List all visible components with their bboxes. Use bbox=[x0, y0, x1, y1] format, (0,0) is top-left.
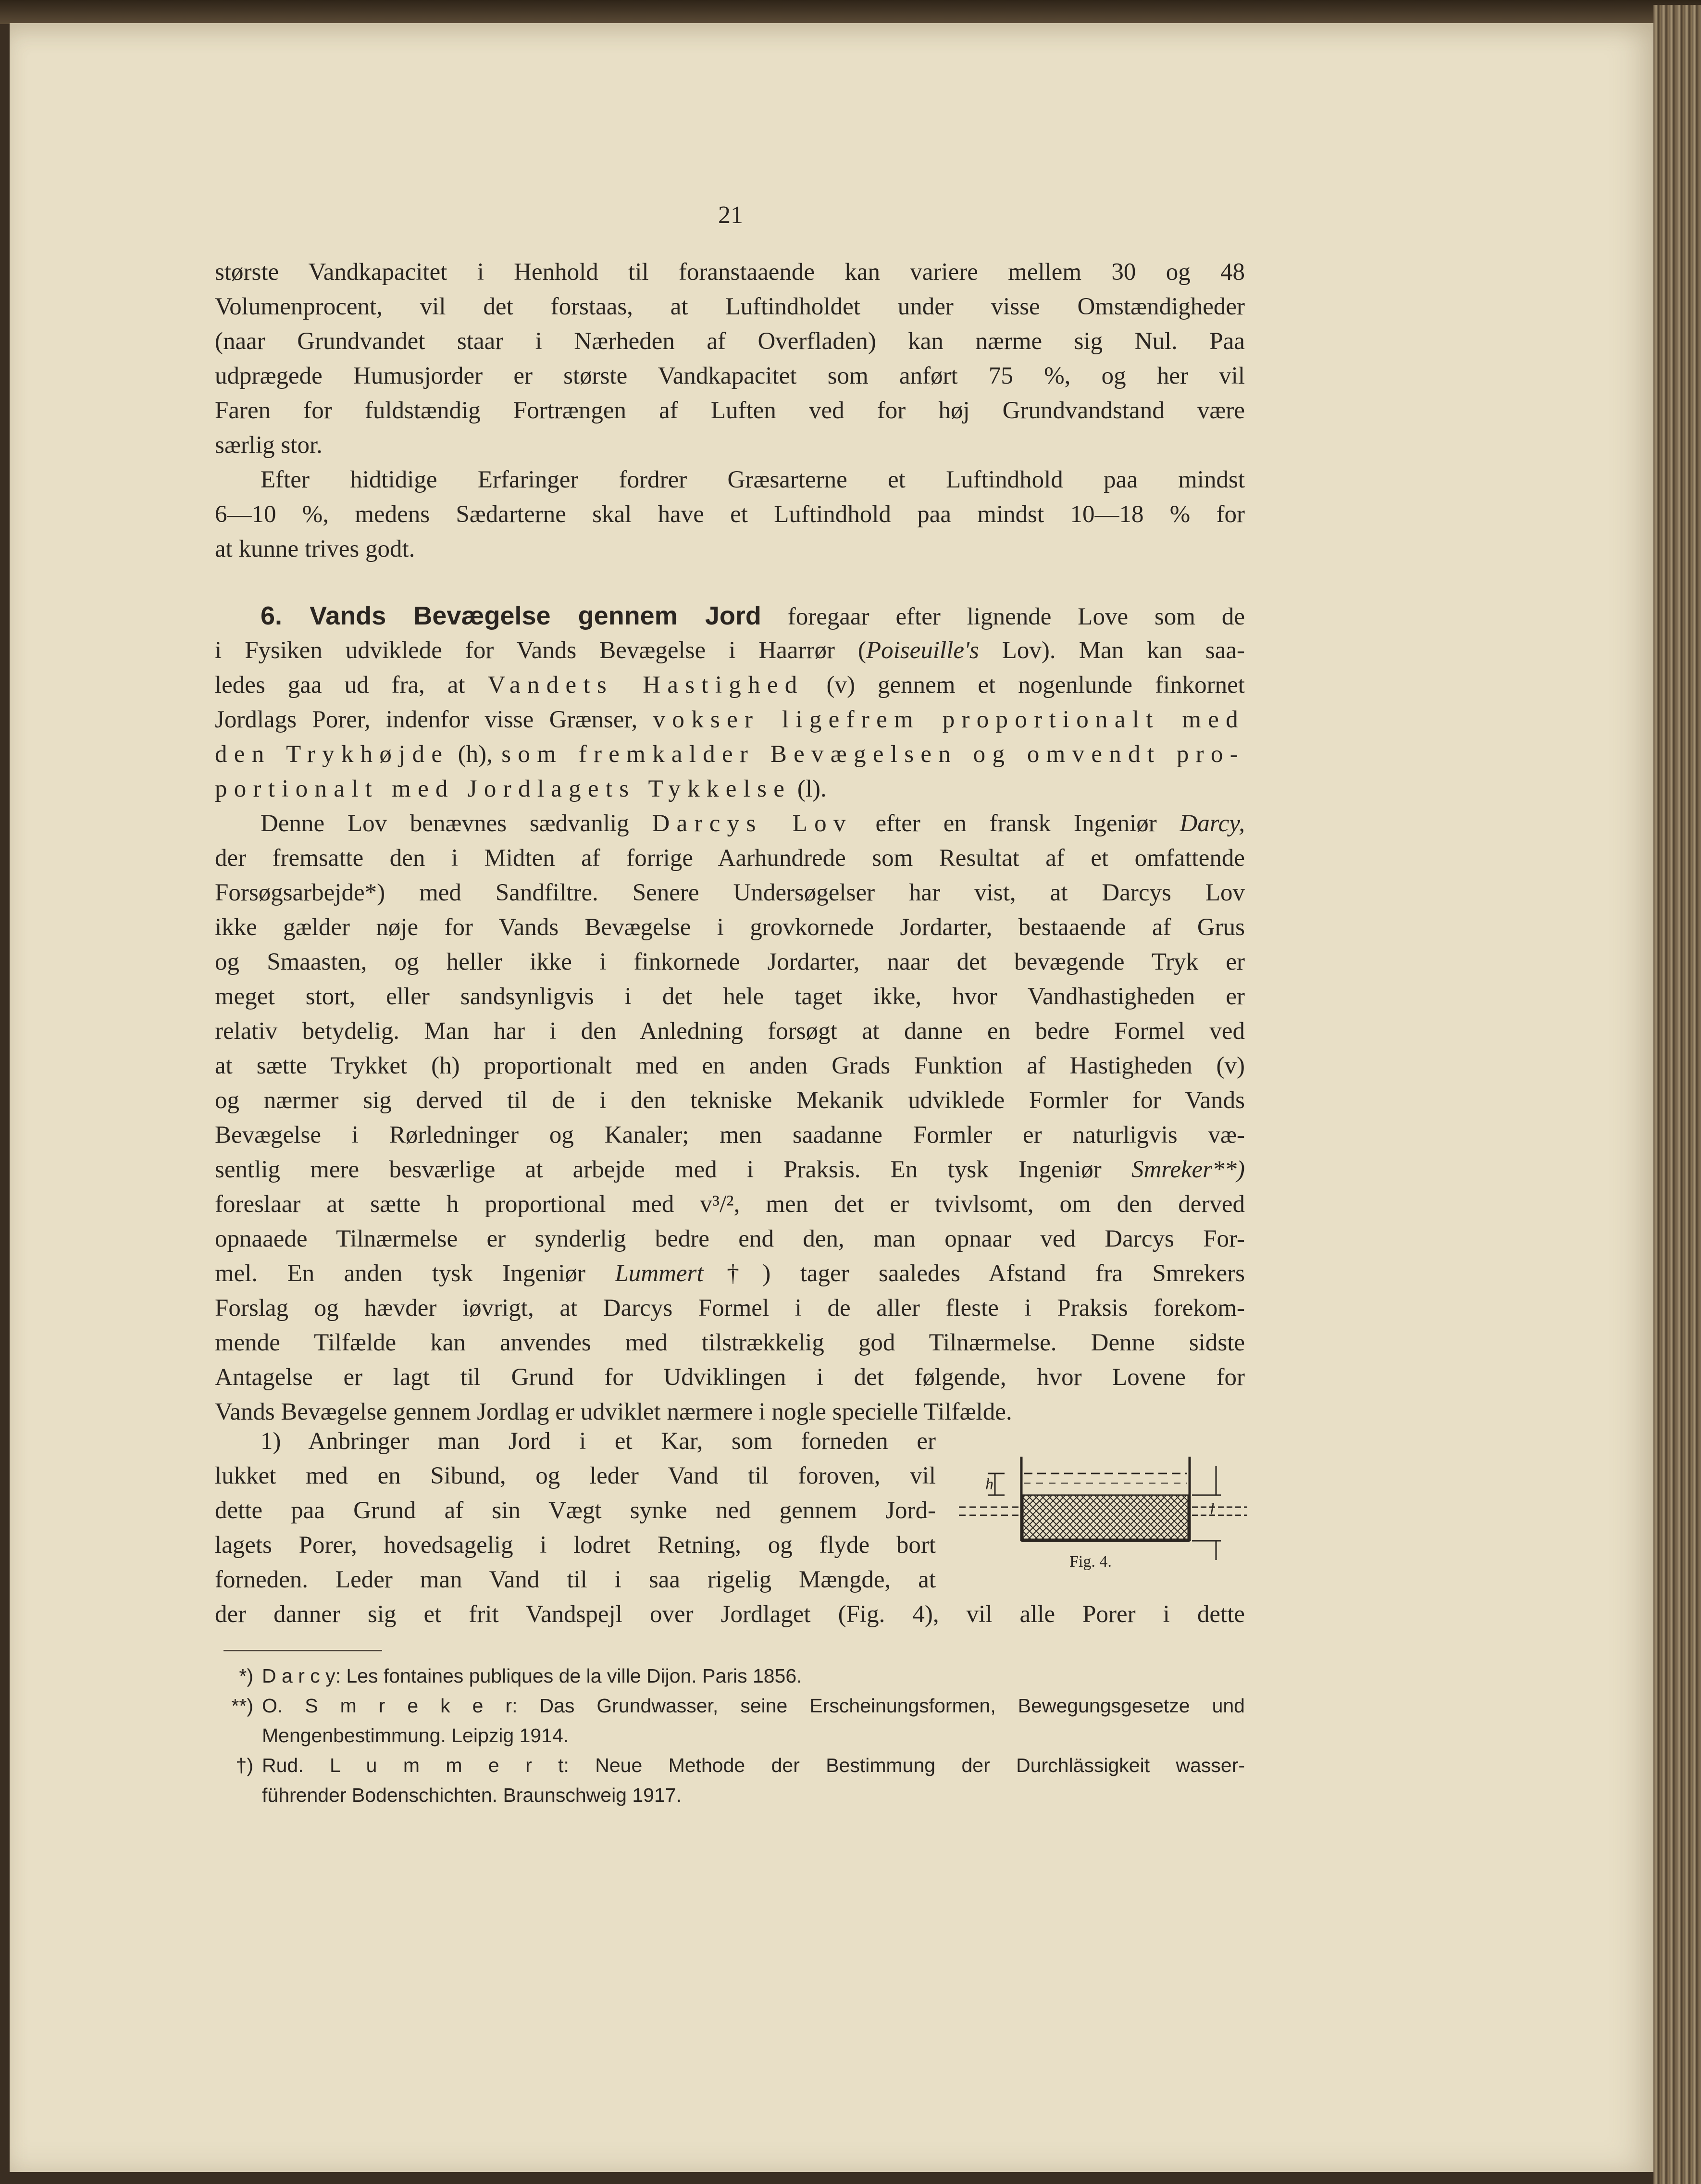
text-line: 6. Vands Bevægelse gennem Jord foregaar efter lignende Love som de bbox=[261, 601, 1245, 630]
text-line: i Fysiken udviklede for Vands Bevægelse i Haarrør (Poiseuille's Lov). Man kan saa- bbox=[215, 637, 1245, 664]
text-line: Efter hidtidige Erfaringer fordrer Græsarterne et Luftindhold paa mindst bbox=[261, 466, 1245, 493]
footnote bbox=[214, 1750, 1245, 1810]
text-line: portionalt med Jordlagets Tykkelse (l). bbox=[215, 775, 827, 802]
text-line: der fremsatte den i Midten af forrige Aarhundrede som Resultat af et omfattende bbox=[215, 845, 1245, 872]
footnote-mark: **) bbox=[231, 1695, 253, 1717]
footnote-text: führender Bodenschichten. Braunschweig 1917. bbox=[262, 1784, 682, 1806]
text-line: lagets Porer, hovedsagelig i lodret Retning, og flyde bort bbox=[215, 1532, 936, 1559]
footnote-text: Rud. L u m m e r t: Neue Methode der Bestimmung der Durchlässigkeit wasser- bbox=[262, 1754, 1245, 1776]
page-number: 21 bbox=[718, 201, 743, 229]
text-line: der danner sig et frit Vandspejl over Jordlaget (Fig. 4), vil alle Porer i dette bbox=[215, 1601, 1245, 1628]
footnote-mark: *) bbox=[239, 1665, 253, 1687]
paragraph-5 bbox=[215, 1424, 936, 1597]
text-line: Forsøgsarbejde*) med Sandfiltre. Senere Undersøgelser har vist, at Darcys Lov bbox=[215, 879, 1245, 906]
text-line: største Vandkapacitet i Henhold til foranstaaende kan variere mellem 30 og 48 bbox=[215, 259, 1245, 286]
text-line: lukket med en Sibund, og leder Vand til foroven, vil bbox=[215, 1462, 936, 1489]
footnote-mark: †) bbox=[236, 1754, 253, 1776]
text-line: opnaaede Tilnærmelse er synderlig bedre end den, man opnaar ved Darcys For- bbox=[215, 1225, 1245, 1252]
text-line: Denne Lov benævnes sædvanlig Darcys Lov efter en fransk Ingeniør Darcy, bbox=[261, 810, 1245, 837]
text-line: 6—10 %, medens Sædarterne skal have et Luftindhold paa mindst 10—18 % for bbox=[215, 501, 1245, 528]
scan-top-border bbox=[0, 0, 1701, 24]
text-line: Vands Bevægelse gennem Jordlag er udviklet nærmere i nogle specielle Tilfælde. bbox=[215, 1398, 1012, 1425]
text-line: og nærmer sig derved til de i den tekniske Mekanik udviklede Formler for Vands bbox=[215, 1087, 1245, 1114]
footnote-text: D a r c y: Les fontaines publiques de la ville Dijon. Paris 1856. bbox=[262, 1665, 802, 1687]
text-line: forneden. Leder man Vand til i saa rigelig Mængde, at bbox=[215, 1566, 936, 1593]
label-l: l bbox=[1210, 1500, 1215, 1518]
text-line: meget stort, eller sandsynligvis i det hele taget ikke, hvor Vandhastigheden er bbox=[215, 983, 1245, 1010]
label-h: h bbox=[985, 1475, 993, 1493]
footnote bbox=[214, 1661, 1245, 1691]
soil-layer bbox=[1023, 1495, 1188, 1539]
text-line: foreslaar at sætte h proportional med v³/², men det er tvivlsomt, om den derved bbox=[215, 1191, 1245, 1218]
section-heading: 6. Vands Bevægelse gennem Jord bbox=[261, 601, 761, 630]
text-line: dette paa Grund af sin Vægt synke ned gennem Jord- bbox=[215, 1497, 936, 1524]
text-line: mel. En anden tysk Ingeniør Lummert†) tager saaledes Afstand fra Smrekers bbox=[215, 1260, 1245, 1287]
paragraph-1 bbox=[215, 255, 1245, 462]
footnote bbox=[214, 1691, 1245, 1750]
book-edge bbox=[1653, 5, 1701, 2184]
text-line: Forslag og hævder iøvrigt, at Darcys Formel i de aller fleste i Praksis forekom- bbox=[215, 1295, 1245, 1322]
text-line: Jordlags Porer, indenfor visse Grænser, vokser ligefrem proportionalt med bbox=[215, 706, 1245, 733]
text-line: den Trykhøjde (h), som fremkalder Bevægelsen og omvendt pro- bbox=[215, 741, 1245, 768]
footnote-text: O. S m r e k e r: Das Grundwasser, seine Erscheinungsformen, Bewegungsgesetze und bbox=[262, 1695, 1245, 1717]
text-line: ledes gaa ud fra, at Vandets Hastighed (v) gennem et nogenlunde finkornet bbox=[215, 672, 1245, 699]
footnote-divider bbox=[223, 1650, 382, 1651]
text-line: Bevægelse i Rørledninger og Kanaler; men saadanne Formler er naturligvis væ- bbox=[215, 1122, 1245, 1148]
text-line: og Smaasten, og heller ikke i finkornede Jordarter, naar det bevægende Tryk er bbox=[215, 948, 1245, 975]
text-line: sentlig mere besværlige at arbejde med i Praksis. En tysk Ingeniør Smreker**) bbox=[215, 1156, 1245, 1183]
text-line: udprægede Humusjorder er største Vandkapacitet som anført 75 %, og her vil bbox=[215, 362, 1245, 389]
text-line: Antagelse er lagt til Grund for Udviklingen i det følgende, hvor Lovene for bbox=[215, 1364, 1245, 1391]
text-line: 1) Anbringer man Jord i et Kar, som forneden er bbox=[261, 1428, 936, 1455]
text-line: mende Tilfælde kan anvendes med tilstrækkelig god Tilnærmelse. Denne sidste bbox=[215, 1329, 1245, 1356]
text-line: (naar Grundvandet staar i Nærheden af Overfladen) kan nærme sig Nul. Paa bbox=[215, 328, 1245, 355]
text-line: særlig stor. bbox=[215, 432, 323, 459]
text-line: Faren for fuldstændig Fortrængen af Luften ved for høj Grundvandstand være bbox=[215, 397, 1245, 424]
section-6 bbox=[215, 599, 1245, 1429]
text-line: ikke gælder nøje for Vands Bevægelse i grovkornede Jordarter, bestaaende af Grus bbox=[215, 914, 1245, 941]
paragraph-5-end bbox=[215, 1597, 1245, 1632]
footnote-text: Mengenbestimmung. Leipzig 1914. bbox=[262, 1724, 569, 1747]
text-line: relativ betydelig. Man har i den Anledning forsøgt at danne en bedre Formel ved bbox=[215, 1018, 1245, 1045]
footnotes bbox=[214, 1661, 1245, 1810]
text-line: at sætte Trykket (h) proportionalt med en anden Grads Funktion af Hastigheden (v) bbox=[215, 1052, 1245, 1079]
text-line: Volumenprocent, vil det forstaas, at Luftindholdet under visse Omstændigheder bbox=[215, 293, 1245, 320]
text-line: at kunne trives godt. bbox=[215, 536, 415, 562]
paragraph-2 bbox=[215, 462, 1245, 566]
figure-caption: Fig. 4. bbox=[1069, 1553, 1112, 1571]
